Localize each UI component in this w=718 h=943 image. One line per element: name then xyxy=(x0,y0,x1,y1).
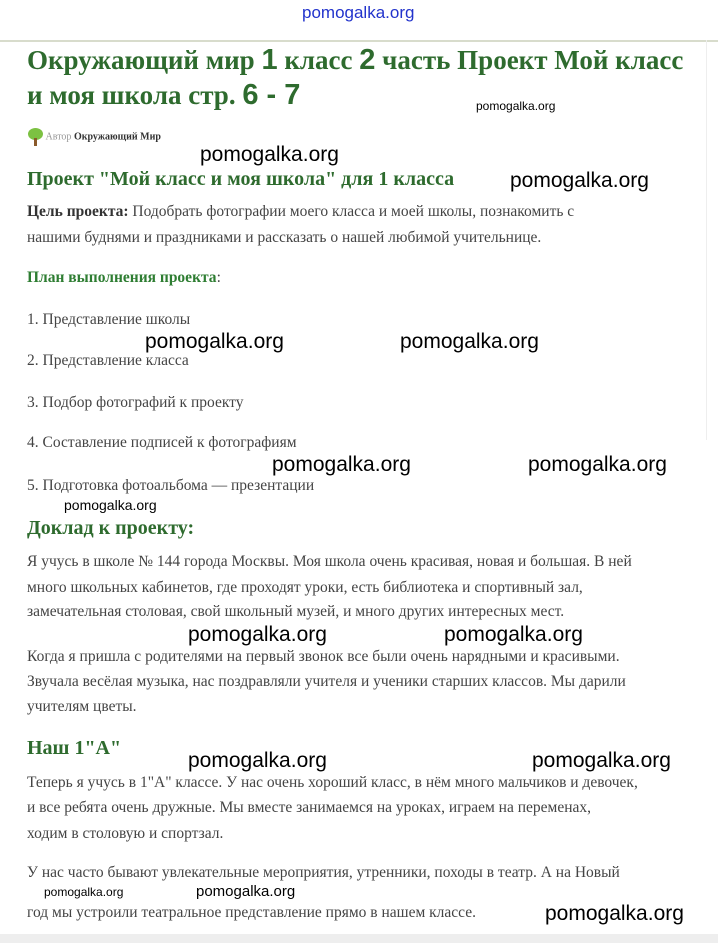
goal-line-1: Цель проекта: Подобрать фотографии моего класса и моей школы, познакомить с xyxy=(27,203,575,220)
class-heading: Наш 1"А" xyxy=(27,737,122,759)
plan-item: 4. Составление подписей к фотографиям xyxy=(27,434,297,451)
watermark: pomogalka.org xyxy=(476,99,556,113)
watermark: pomogalka.org xyxy=(532,749,671,772)
watermark: pomogalka.org xyxy=(145,330,284,353)
class-line: и все ребята очень дружные. Мы вместе занимаемся на уроках, играем на переменах, xyxy=(27,799,592,816)
report-line: много школьных кабинетов, где проходят уроки, есть библиотека и спортивный зал, xyxy=(27,579,583,596)
page-title: Окружающий мир 1 класс 2 часть Проект Мой класс xyxy=(27,44,684,76)
goal-line-2: нашими буднями и праздниками и рассказать о нашей любимой учительнице. xyxy=(27,229,542,246)
watermark: pomogalka.org xyxy=(302,3,415,22)
watermark: pomogalka.org xyxy=(188,749,327,772)
class-line: Теперь я учусь в 1"А" классе. У нас очень хороший класс, в нём много мальчиков и девочек, xyxy=(27,774,638,791)
watermark: pomogalka.org xyxy=(444,623,583,646)
author-line: Автор Окружающий Мир xyxy=(27,128,161,146)
report-line: Когда я пришла с родителями на первый звонок все были очень нарядными и красивыми. xyxy=(27,648,620,665)
plan-item: 3. Подбор фотографий к проекту xyxy=(27,394,244,411)
report-heading: Доклад к проекту: xyxy=(27,517,195,539)
report-line: учителям цветы. xyxy=(27,698,137,715)
sidebar-edge xyxy=(706,40,718,440)
watermark: pomogalka.org xyxy=(200,143,339,166)
report-line: замечательная столовая, свой школьный музей, и много других интересных мест. xyxy=(27,603,565,620)
watermark: pomogalka.org xyxy=(400,330,539,353)
class-line: У нас часто бывают увлекательные мероприятия, утренники, походы в театр. А на Новый xyxy=(27,864,620,881)
author-link[interactable]: Окружающий Мир xyxy=(73,131,161,143)
watermark: pomogalka.org xyxy=(272,453,411,476)
watermark: pomogalka.org xyxy=(528,453,667,476)
page-title-line2: и моя школа стр. 6 - 7 xyxy=(27,79,301,111)
project-heading: Проект "Мой класс и моя школа" для 1 класса xyxy=(27,168,455,190)
watermark: pomogalka.org xyxy=(44,885,124,899)
class-line: год мы устроили театральное представление прямо в нашем классе. xyxy=(27,904,476,921)
plan-item: 5. Подготовка фотоальбома — презентации xyxy=(27,477,315,494)
watermark: pomogalka.org xyxy=(196,883,296,900)
watermark: pomogalka.org xyxy=(545,902,684,925)
class-line: ходим в столовую и спортзал. xyxy=(27,825,224,842)
bottom-bar xyxy=(0,934,718,943)
plan-item: 2. Представление класса xyxy=(27,352,189,369)
tree-icon xyxy=(27,128,43,146)
report-line: Я учусь в школе № 144 города Москвы. Моя школа очень красивая, новая и большая. В ней xyxy=(27,553,632,570)
plan-heading: План выполнения проекта: xyxy=(27,269,221,286)
watermark: pomogalka.org xyxy=(64,497,157,513)
plan-item: 1. Представление школы xyxy=(27,311,191,328)
watermark: pomogalka.org xyxy=(510,169,649,192)
watermark: pomogalka.org xyxy=(188,623,327,646)
report-line: Звучала весёлая музыка, нас поздравляли учителя и ученики старших классов. Мы дарили xyxy=(27,673,626,690)
